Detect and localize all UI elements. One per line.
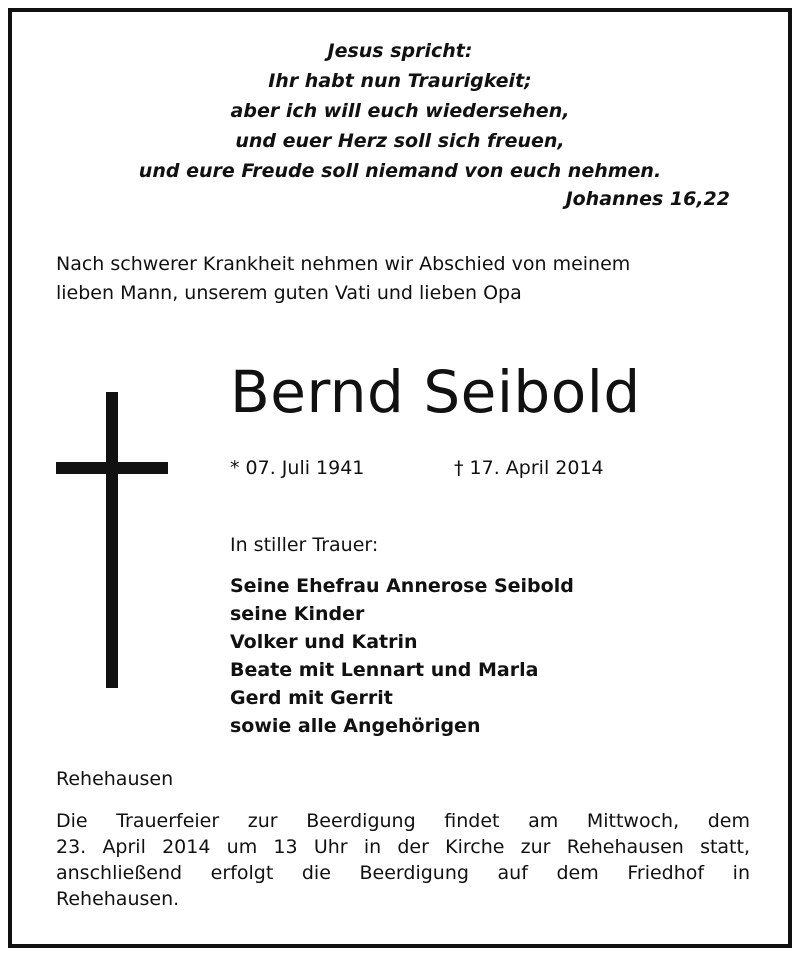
verse-reference: Johannes 16,22 — [565, 188, 730, 210]
mourner-entry: seine Kinder — [230, 603, 365, 625]
verse-line: und euer Herz soll sich freuen, — [235, 130, 565, 152]
verse-line: aber ich will euch wiedersehen, — [230, 100, 570, 122]
funeral-details — [56, 808, 750, 912]
mourners-list — [230, 572, 770, 740]
intro-line: lieben Mann, unserem guten Vati und lieben Opa — [56, 282, 522, 304]
bible-verse — [12, 36, 788, 186]
birth-date: * 07. Juli 1941 — [230, 457, 365, 479]
cross-horizontal-bar — [56, 462, 168, 474]
mourner-entry: Seine Ehefrau Annerose Seibold — [230, 575, 574, 597]
obituary-notice — [8, 8, 792, 948]
cross-icon — [56, 392, 168, 688]
intro-text — [56, 250, 756, 308]
funeral-line: Die Trauerfeier zur Beerdigung findet am Mittwoch, dem — [56, 810, 750, 832]
funeral-line: 23. April 2014 um 13 Uhr in der Kirche zur Rehehausen statt, — [56, 836, 750, 858]
mourner-entry: sowie alle Angehörigen — [230, 715, 481, 737]
mourner-entry: Volker und Katrin — [230, 631, 418, 653]
verse-line: Ihr habt nun Traurigkeit; — [268, 70, 532, 92]
death-date: † 17. April 2014 — [454, 457, 604, 479]
verse-line: Jesus spricht: — [327, 40, 473, 62]
mourning-label: In stiller Trauer: — [230, 534, 379, 556]
mourner-entry: Gerd mit Gerrit — [230, 687, 393, 709]
intro-line: Nach schwerer Krankheit nehmen wir Abschied von meinem — [56, 253, 631, 275]
deceased-name: Bernd Seibold — [230, 358, 641, 426]
mourner-entry: Beate mit Lennart und Marla — [230, 659, 539, 681]
funeral-line: anschließend erfolgt die Beerdigung auf dem Friedhof in — [56, 862, 750, 884]
verse-line: und eure Freude soll niemand von euch nehmen. — [138, 160, 662, 182]
cross-vertical-bar — [106, 392, 118, 688]
funeral-line: Rehehausen. — [56, 888, 180, 910]
place-name: Rehehausen — [56, 768, 174, 790]
